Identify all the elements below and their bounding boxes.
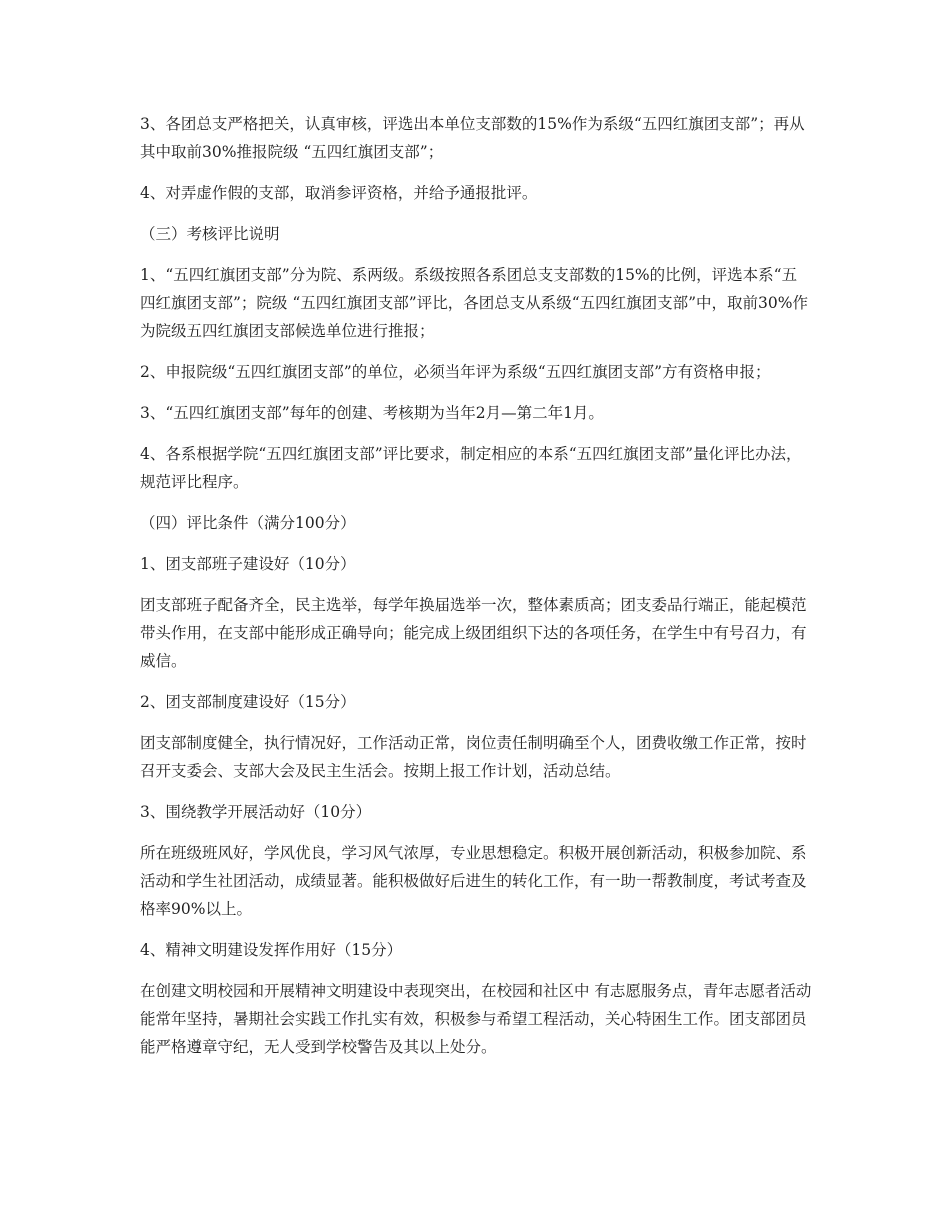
subsection-heading: 3、围绕教学开展活动好（10分） <box>140 803 372 821</box>
paragraph: 2、申报院级“五四红旗团支部”的单位，必须当年评为系级“五四红旗团支部”方有资格申报； <box>140 363 771 381</box>
paragraph: 团支部制度健全，执行情况好，工作活动正常，岗位责任制明确至个人，团费收缴工作正常，按时召开支委会、支部大会及民主生活会。按期上报工作计划，活动总结。 <box>140 734 807 780</box>
subsection-heading: 4、精神文明建设发挥作用好（15分） <box>140 941 403 959</box>
document-body <box>140 110 812 1074</box>
section-heading: （三）考核评比说明 <box>140 225 280 243</box>
paragraph: 1、“五四红旗团支部”分为院、系两级。系级按照各系团总支支部数的15%的比例，评选本系“五四红旗团支部”；院级 “五四红旗团支部”评比，各团总支从系级“五四红旗团支部”中，取前30%作为院级五四红旗团支部候选单位进行推报； <box>140 266 809 340</box>
paragraph: 所在班级班风好，学风优良，学习风气浓厚，专业思想稳定。积极开展创新活动，积极参加院、系活动和学生社团活动，成绩显著。能积极做好后进生的转化工作，有一助一帮教制度，考试考查及格率90%以上。 <box>140 844 807 918</box>
paragraph: 团支部班子配备齐全，民主选举，每学年换届选举一次，整体素质高；团支委品行端正，能起模范带头作用，在支部中能形成正确导向；能完成上级团组织下达的各项任务，在学生中有号召力，有威信。 <box>140 596 807 670</box>
paragraph: 3、各团总支严格把关，认真审核，评选出本单位支部数的15%作为系级“五四红旗团支部”；再从其中取前30%推报院级 “五四红旗团支部”； <box>140 115 805 161</box>
paragraph: 3、“五四红旗团支部”每年的创建、考核期为当年2月—第二年1月。 <box>140 404 604 422</box>
paragraph: 在创建文明校园和开展精神文明建设中表现突出，在校园和社区中 有志愿服务点，青年志愿者活动能常年坚持，暑期社会实践工作扎实有效，积极参与希望工程活动，关心特困生工作。团支部团员能严格遵章守纪，无人受到学校警告及其以上处分。 <box>140 982 812 1056</box>
section-heading: （四）评比条件（满分100分） <box>140 514 356 532</box>
subsection-heading: 1、团支部班子建设好（10分） <box>140 555 356 573</box>
paragraph: 4、对弄虚作假的支部，取消参评资格，并给予通报批评。 <box>140 184 538 202</box>
subsection-heading: 2、团支部制度建设好（15分） <box>140 693 356 711</box>
paragraph: 4、各系根据学院“五四红旗团支部”评比要求，制定相应的本系“五四红旗团支部”量化评比办法，规范评比程序。 <box>140 445 802 491</box>
